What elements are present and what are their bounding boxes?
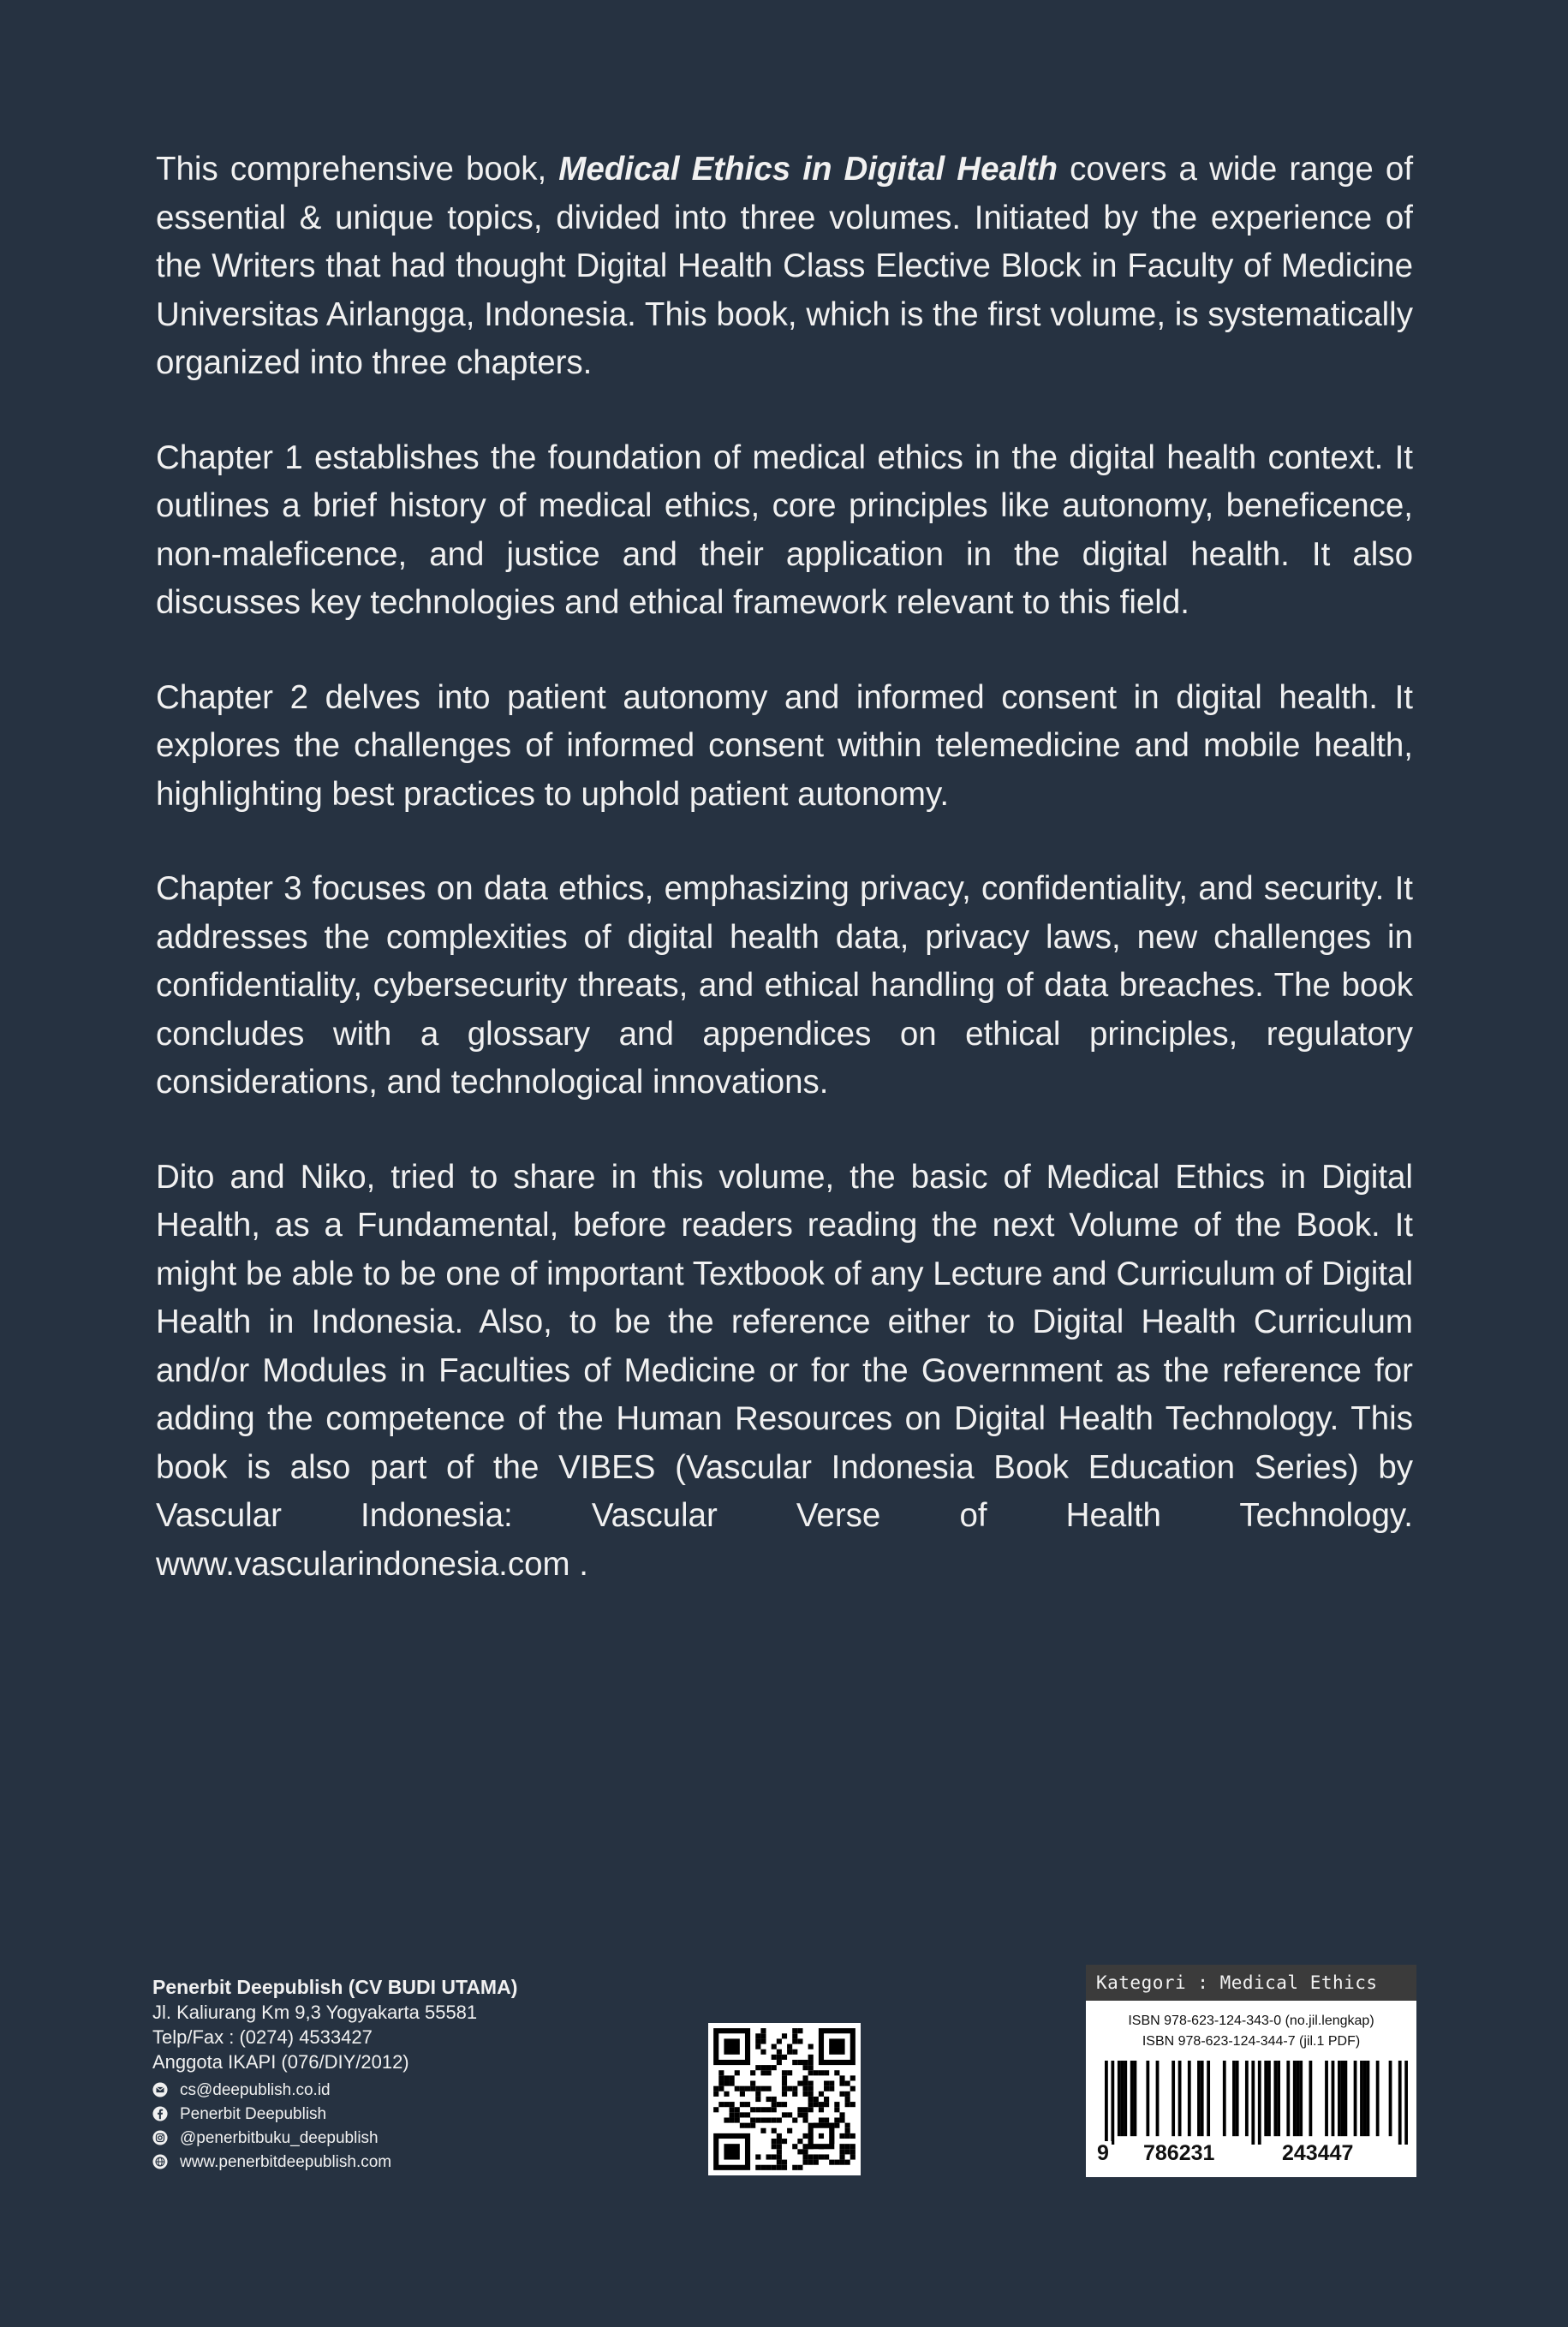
contact-website-text: www.penerbitdeepublish.com (180, 2152, 392, 2171)
contact-website (152, 2150, 632, 2174)
category-label: Kategori : Medical Ethics (1086, 1965, 1416, 2001)
barcode-digits-right: 243447 (1279, 2141, 1356, 2166)
book-title: Medical Ethics in Digital Health (558, 151, 1058, 188)
instagram-icon (152, 2130, 168, 2145)
globe-icon (152, 2154, 168, 2169)
qr-code-image (708, 2023, 861, 2175)
blurb-paragraph-chapter-1: Chapter 1 establishes the foundation of medical ethics in the digital health context. It outlines a brief history of medical ethics, core principles like autonomy, beneficence, non-maleficence, and justice and their application in the digital health. It also discusses key technologies and ethical framework relevant to this field. (156, 439, 1413, 621)
contact-instagram (152, 2126, 632, 2150)
isbn-panel (1086, 1965, 1416, 2177)
barcode-digits (1097, 2141, 1408, 2167)
blurb-paragraph-chapter-2: Chapter 2 delves into patient autonomy and informed consent in digital health. It explores the challenges of informed consent within telemedicine and mobile health, highlighting best practices to uphold patient autonomy. (156, 678, 1413, 813)
intro-text-rest: covers a wide range of essential & unique topics, divided into three volumes. Initiated by the experience of the Writers that had thought Digital Health Class Elective Block in Faculty of Medicine Universitas Airlangga, Indonesia. This book, which is the first volume, is systematically organized into three chapters. (156, 151, 1414, 381)
publisher-name: Penerbit Deepublish (CV BUDI UTAMA) (152, 1976, 518, 1998)
isbn-barcode (1105, 2061, 1408, 2145)
back-cover-blurb (156, 146, 1413, 1635)
barcode-digits-left: 786231 (1141, 2141, 1217, 2166)
blurb-paragraph-authors: Dito and Niko, tried to share in this volume, the basic of Medical Ethics in Digital Health, as a Fundamental, before readers reading the next Volume of the Book. It might be able to be one of important Textbook of any Lecture and Curriculum of Digital Health in Indonesia. Also, to be the reference either to Digital Health Curriculum and/or Modules in Faculties of Medicine or for the Government as the reference for adding the competence of the Human Resources on Digital Health Technology. This book is also part of the VIBES (Vascular Indonesia Book Education Series) by Vascular Indonesia: Vascular Verse of Health Technology. www.vascularindonesia.com . (156, 1158, 1413, 1583)
publisher-contacts (152, 2078, 632, 2174)
isbn-barcode-box (1086, 2001, 1416, 2177)
isbn-complete-set: ISBN 978-623-124-343-0 (no.jil.lengkap) (1128, 2014, 1374, 2028)
publisher-ikapi-member: Anggota IKAPI (076/DIY/2012) (152, 2051, 409, 2073)
email-icon (152, 2082, 168, 2097)
contact-email (152, 2078, 632, 2102)
contact-email-text: cs@deepublish.co.id (180, 2080, 331, 2099)
contact-facebook-text: Penerbit Deepublish (180, 2104, 327, 2123)
qr-code (708, 2023, 861, 2175)
intro-text-start: This comprehensive book, (156, 151, 559, 188)
barcode-digit-first: 9 (1094, 2141, 1112, 2166)
facebook-icon (152, 2106, 168, 2121)
publisher-phone: Telp/Fax : (0274) 4533427 (152, 2026, 373, 2048)
publisher-address: Jl. Kaliurang Km 9,3 Yogyakarta 55581 (152, 2002, 478, 2023)
blurb-paragraph-intro (156, 146, 1413, 388)
contact-facebook (152, 2102, 632, 2126)
isbn-volume-1: ISBN 978-623-124-344-7 (jil.1 PDF) (1142, 2034, 1361, 2049)
blurb-paragraph-chapter-3: Chapter 3 focuses on data ethics, emphasizing privacy, confidentiality, and security. It addresses the complexities of digital health data, privacy laws, new challenges in confidentiality, cybersecurity threats, and ethical handling of data breaches. The book concludes with a glossary and appendices on ethical principles, regulatory considerations, and technological innovations. (156, 870, 1413, 1101)
contact-instagram-text: @penerbitbuku_deepublish (180, 2128, 379, 2147)
publisher-info (152, 1975, 632, 2174)
